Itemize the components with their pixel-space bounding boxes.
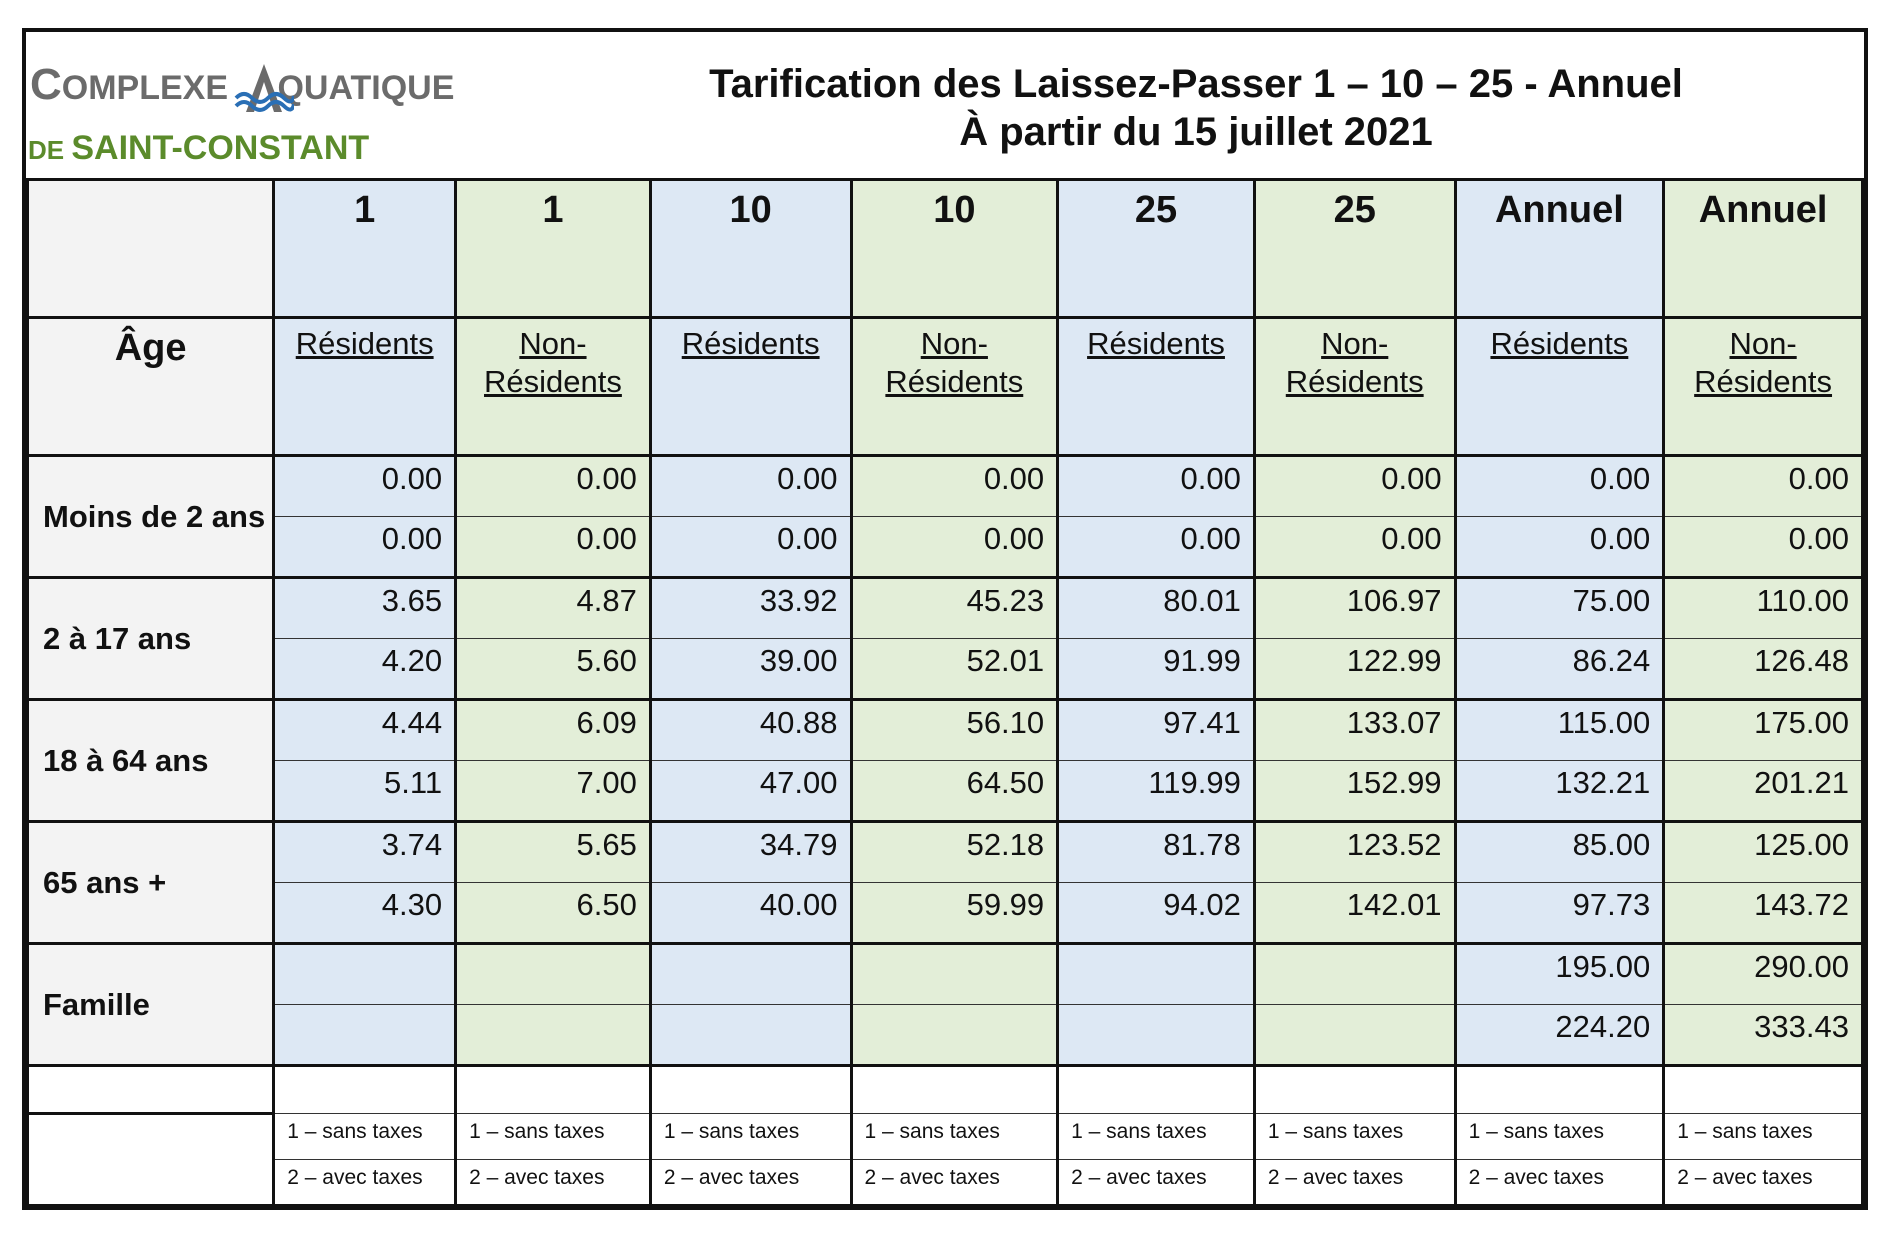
category-row-sans-taxes xyxy=(28,578,1863,639)
price-cell xyxy=(1058,1005,1255,1066)
logo-c: C xyxy=(30,60,62,109)
price-cell: 0.00 xyxy=(1664,456,1863,517)
price-cell xyxy=(274,1005,456,1066)
price-table xyxy=(26,178,1864,1207)
price-cell: 4.44 xyxy=(274,700,456,761)
legend-sans-taxes: 1 – sans taxes xyxy=(851,1114,1058,1160)
legend-sans-taxes: 1 – sans taxes xyxy=(1058,1114,1255,1160)
type-header-5 xyxy=(1254,318,1455,456)
legend-avec-taxes: 2 – avec taxes xyxy=(1664,1160,1863,1206)
legend-sans-taxes: 1 – sans taxes xyxy=(1455,1114,1664,1160)
price-cell: 5.65 xyxy=(456,822,651,883)
price-cell: 0.00 xyxy=(851,517,1058,578)
legend-avec-taxes: 2 – avec taxes xyxy=(650,1160,851,1206)
logo-saint-constant: SAINT-CONSTANT xyxy=(71,129,370,167)
price-cell: 52.01 xyxy=(851,639,1058,700)
document-header xyxy=(26,32,1864,182)
legend-row-2 xyxy=(28,1160,1863,1206)
type-line-1: Résidents xyxy=(1087,326,1225,361)
type-header-6 xyxy=(1455,318,1664,456)
category-row-sans-taxes xyxy=(28,944,1863,1005)
price-cell xyxy=(1254,1005,1455,1066)
price-cell: 333.43 xyxy=(1664,1005,1863,1066)
type-header-7 xyxy=(1664,318,1863,456)
type-header-1 xyxy=(456,318,651,456)
type-line-1: Résidents xyxy=(295,326,434,361)
wave-a-icon xyxy=(234,60,294,120)
legend-avec-taxes: 2 – avec taxes xyxy=(851,1160,1058,1206)
pass-header-2: 10 xyxy=(650,180,851,318)
pass-header-row xyxy=(28,180,1863,318)
price-cell: 0.00 xyxy=(650,517,851,578)
type-line-1: Non- xyxy=(1729,326,1797,361)
age-header: Âge xyxy=(28,318,274,456)
category-row-avec-taxes xyxy=(28,639,1863,700)
price-cell: 5.60 xyxy=(456,639,651,700)
type-line-2: Résidents xyxy=(1694,364,1833,399)
price-cell: 6.50 xyxy=(456,883,651,944)
spacer-cell xyxy=(1664,1066,1863,1114)
complexe-aquatique-logo xyxy=(26,54,455,184)
pass-header-6: Annuel xyxy=(1455,180,1664,318)
legend-corner xyxy=(28,1114,274,1206)
category-label: 18 à 64 ans xyxy=(28,700,274,822)
price-cell: 39.00 xyxy=(650,639,851,700)
price-cell: 152.99 xyxy=(1254,761,1455,822)
category-row-avec-taxes xyxy=(28,883,1863,944)
type-header-3 xyxy=(851,318,1058,456)
price-cell: 126.48 xyxy=(1664,639,1863,700)
price-cell: 132.21 xyxy=(1455,761,1664,822)
price-cell: 91.99 xyxy=(1058,639,1255,700)
price-cell: 33.92 xyxy=(650,578,851,639)
type-line-1: Non- xyxy=(519,326,587,361)
document-title xyxy=(546,60,1846,156)
price-cell: 195.00 xyxy=(1455,944,1664,1005)
type-line-2: Résidents xyxy=(1285,364,1424,399)
legend-sans-taxes: 1 – sans taxes xyxy=(456,1114,651,1160)
price-cell: 0.00 xyxy=(1455,456,1664,517)
price-cell: 125.00 xyxy=(1664,822,1863,883)
price-cell: 0.00 xyxy=(650,456,851,517)
price-cell: 45.23 xyxy=(851,578,1058,639)
price-cell: 85.00 xyxy=(1455,822,1664,883)
logo-omplexe: OMPLEXE xyxy=(61,69,238,107)
spacer-cell xyxy=(650,1066,851,1114)
price-cell: 122.99 xyxy=(1254,639,1455,700)
price-cell: 0.00 xyxy=(1664,517,1863,578)
price-cell: 106.97 xyxy=(1254,578,1455,639)
price-cell: 34.79 xyxy=(650,822,851,883)
price-cell: 0.00 xyxy=(456,456,651,517)
price-cell: 97.73 xyxy=(1455,883,1664,944)
pass-header-5: 25 xyxy=(1254,180,1455,318)
price-cell: 4.20 xyxy=(274,639,456,700)
legend-sans-taxes: 1 – sans taxes xyxy=(274,1114,456,1160)
price-cell xyxy=(1058,944,1255,1005)
price-cell: 94.02 xyxy=(1058,883,1255,944)
price-cell xyxy=(650,1005,851,1066)
price-cell: 201.21 xyxy=(1664,761,1863,822)
category-label: 65 ans + xyxy=(28,822,274,944)
price-cell: 86.24 xyxy=(1455,639,1664,700)
price-cell xyxy=(851,1005,1058,1066)
legend-sans-taxes: 1 – sans taxes xyxy=(650,1114,851,1160)
spacer-cell xyxy=(851,1066,1058,1114)
price-cell xyxy=(274,944,456,1005)
price-cell: 64.50 xyxy=(851,761,1058,822)
price-cell: 0.00 xyxy=(1455,517,1664,578)
logo-quatique: QUATIQUE xyxy=(277,69,455,107)
price-cell: 0.00 xyxy=(851,456,1058,517)
price-cell xyxy=(456,944,651,1005)
type-line-2: Résidents xyxy=(885,364,1024,399)
price-cell: 290.00 xyxy=(1664,944,1863,1005)
category-row-avec-taxes xyxy=(28,761,1863,822)
type-header-4 xyxy=(1058,318,1255,456)
price-cell: 7.00 xyxy=(456,761,651,822)
price-cell: 6.09 xyxy=(456,700,651,761)
title-line-1: Tarification des Laissez-Passer 1 – 10 – 25 - Annuel xyxy=(709,62,1683,106)
type-line-1: Non- xyxy=(920,326,988,361)
title-line-2: À partir du 15 juillet 2021 xyxy=(959,110,1433,154)
price-cell: 115.00 xyxy=(1455,700,1664,761)
price-cell: 142.01 xyxy=(1254,883,1455,944)
price-cell: 59.99 xyxy=(851,883,1058,944)
price-cell: 143.72 xyxy=(1664,883,1863,944)
legend-avec-taxes: 2 – avec taxes xyxy=(274,1160,456,1206)
spacer-cell xyxy=(28,1066,274,1114)
price-cell: 40.00 xyxy=(650,883,851,944)
price-cell: 123.52 xyxy=(1254,822,1455,883)
category-row-sans-taxes xyxy=(28,456,1863,517)
price-cell: 40.88 xyxy=(650,700,851,761)
price-cell: 0.00 xyxy=(1254,456,1455,517)
type-line-1: Non- xyxy=(1321,326,1389,361)
spacer-cell xyxy=(456,1066,651,1114)
type-header-row xyxy=(28,318,1863,456)
type-header-2 xyxy=(650,318,851,456)
category-row-avec-taxes xyxy=(28,517,1863,578)
header-corner xyxy=(28,180,274,318)
price-cell: 0.00 xyxy=(274,456,456,517)
pass-header-0: 1 xyxy=(274,180,456,318)
price-cell: 4.87 xyxy=(456,578,651,639)
pass-header-3: 10 xyxy=(851,180,1058,318)
type-header-0 xyxy=(274,318,456,456)
price-cell: 47.00 xyxy=(650,761,851,822)
price-cell: 0.00 xyxy=(456,517,651,578)
legend-avec-taxes: 2 – avec taxes xyxy=(456,1160,651,1206)
price-cell: 119.99 xyxy=(1058,761,1255,822)
type-line-2: Résidents xyxy=(484,364,622,399)
price-document xyxy=(22,28,1868,1210)
type-line-1: Résidents xyxy=(1490,326,1629,361)
price-cell xyxy=(456,1005,651,1066)
spacer-row xyxy=(28,1066,1863,1114)
legend-sans-taxes: 1 – sans taxes xyxy=(1664,1114,1863,1160)
price-cell: 0.00 xyxy=(1058,517,1255,578)
spacer-cell xyxy=(1058,1066,1255,1114)
spacer-cell xyxy=(274,1066,456,1114)
spacer-cell xyxy=(1455,1066,1664,1114)
legend-avec-taxes: 2 – avec taxes xyxy=(1455,1160,1664,1206)
price-cell xyxy=(851,944,1058,1005)
price-cell: 4.30 xyxy=(274,883,456,944)
price-cell: 81.78 xyxy=(1058,822,1255,883)
spacer-cell xyxy=(1254,1066,1455,1114)
price-cell: 80.01 xyxy=(1058,578,1255,639)
type-line-1: Résidents xyxy=(681,326,820,361)
price-cell: 3.65 xyxy=(274,578,456,639)
price-cell: 97.41 xyxy=(1058,700,1255,761)
price-cell: 56.10 xyxy=(851,700,1058,761)
pass-header-1: 1 xyxy=(456,180,651,318)
price-cell: 224.20 xyxy=(1455,1005,1664,1066)
legend-avec-taxes: 2 – avec taxes xyxy=(1254,1160,1455,1206)
price-cell: 133.07 xyxy=(1254,700,1455,761)
price-cell: 75.00 xyxy=(1455,578,1664,639)
pass-header-7: Annuel xyxy=(1664,180,1863,318)
price-cell: 0.00 xyxy=(1058,456,1255,517)
category-row-avec-taxes xyxy=(28,1005,1863,1066)
pass-header-4: 25 xyxy=(1058,180,1255,318)
price-cell: 52.18 xyxy=(851,822,1058,883)
category-label: Moins de 2 ans xyxy=(28,456,274,578)
legend-sans-taxes: 1 – sans taxes xyxy=(1254,1114,1455,1160)
logo-line-2 xyxy=(28,129,369,168)
price-cell: 110.00 xyxy=(1664,578,1863,639)
price-cell: 0.00 xyxy=(274,517,456,578)
category-label: Famille xyxy=(28,944,274,1066)
legend-avec-taxes: 2 – avec taxes xyxy=(1058,1160,1255,1206)
price-cell: 175.00 xyxy=(1664,700,1863,761)
category-row-sans-taxes xyxy=(28,700,1863,761)
logo-de: DE xyxy=(28,135,72,165)
price-cell: 3.74 xyxy=(274,822,456,883)
price-cell xyxy=(1254,944,1455,1005)
category-row-sans-taxes xyxy=(28,822,1863,883)
price-cell xyxy=(650,944,851,1005)
legend-row-1 xyxy=(28,1114,1863,1160)
price-cell: 5.11 xyxy=(274,761,456,822)
category-label: 2 à 17 ans xyxy=(28,578,274,700)
price-cell: 0.00 xyxy=(1254,517,1455,578)
